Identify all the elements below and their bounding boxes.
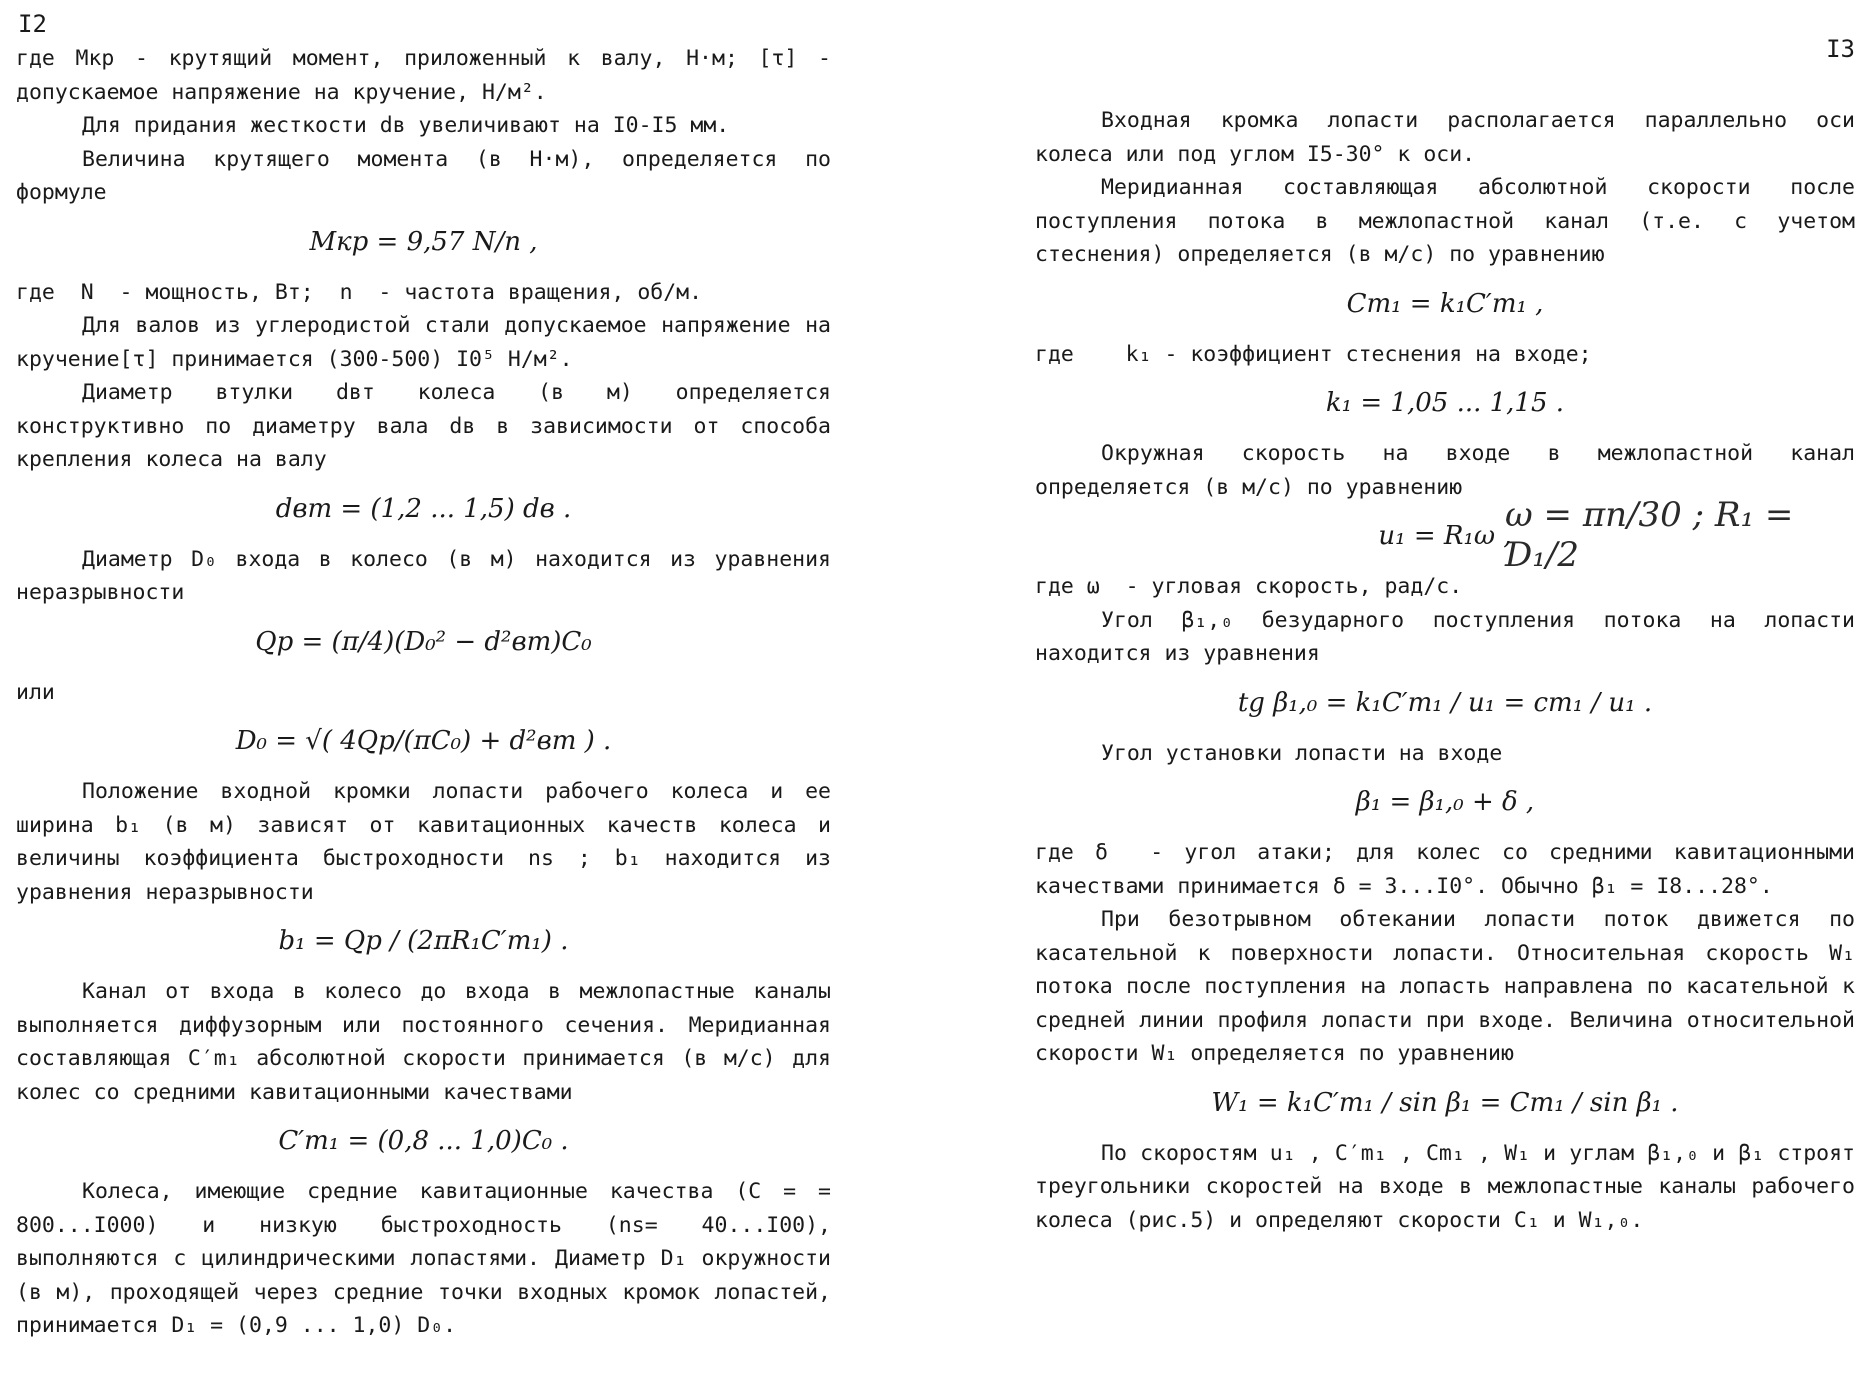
formula: C′m₁ = (0,8 ... 1,0)C₀ . — [278, 1126, 569, 1156]
paragraph: где δ - угол атаки; для колес со средними кавитационными качествами принимается δ = 3...I0°. Обычно β₁ = I8...28°. — [1035, 840, 1868, 899]
paragraph: Для придания жесткости dв увеличивают на I0-I5 мм. — [82, 113, 730, 138]
paragraph: Диаметр D₀ входа в колесо (в м) находится из уравнения неразрывности — [16, 546, 844, 605]
paragraph: При безотрывном обтекании лопасти поток движется по касательной к поверхности лопасти. Относительная скорость W₁ потока после поступления на лопасть направлена по касательной к средней линии профиля лопасти при входе. Величина относительной скорости W₁ определяется по уравнению — [1035, 907, 1868, 1066]
paragraph: Меридианная составляющая абсолютной скорости после поступления потока в межлопастной канал (т.е. с учетом стеснения) определяется (в м/с) по уравнению — [1035, 175, 1868, 267]
paragraph: где ω - угловая скорость, рад/с. — [1035, 574, 1463, 599]
paragraph: Окружная скорость на входе в межлопастной канал определяется (в м/с) по уравнению — [1035, 441, 1868, 500]
left-page — [0, 0, 850, 1381]
formula: Qp = (π/4)(D₀² − d²вт)C₀ — [255, 626, 592, 657]
paragraph: Угол β₁,₀ безударного поступления потока на лопасти находится из уравнения — [1035, 607, 1868, 666]
formula: u₁ = R₁ω , — [1378, 521, 1512, 551]
paragraph: Колеса, имеющие средние кавитационные качества (C = = 800...I000) и низкую быстроходность (ns= 40...I00), выполняются с цилиндрическими лопастями. Диаметр D₁ окружности (в м), проходящей через средние точки входных кромок лопастей, принимается D₁ = (0,9 ... 1,0) D₀. — [16, 1179, 844, 1338]
paragraph: где N - мощность, Вт; n - частота вращения, об/м. — [16, 279, 703, 305]
paragraph: Входная кромка лопасти располагается параллельно оси колеса или под углом I5-30° к оси. — [1035, 108, 1868, 167]
page-number: I2 — [18, 10, 47, 38]
page-number: I3 — [1826, 35, 1855, 63]
formula: dвт = (1,2 ... 1,5) dв . — [275, 493, 572, 524]
paragraph: Для валов из углеродистой стали допускаемое напряжение на кручение[τ] принимается (300-500) I0⁵ Н/м². — [16, 313, 844, 372]
left-text-column — [16, 42, 844, 1343]
right-text-column — [1035, 104, 1868, 1237]
formula: β₁ = β₁,₀ + δ , — [1355, 787, 1535, 817]
paragraph: Диаметр втулки dвт колеса (в м) определяется конструктивно по диаметру вала dв в зависимости от способа крепления колеса на валу — [16, 380, 844, 472]
right-page — [1035, 0, 1868, 1381]
formula: Cm₁ = k₁C′m₁ , — [1346, 288, 1544, 319]
paragraph: Канал от входа в колесо до входа в межлопастные каналы выполняется диффузорным или постоянного сечения. Меридианная составляющая C′m₁ абсолютной скорости принимается (в м/с) для колес со средними кавитационными качествами — [16, 979, 844, 1105]
paragraph: где Mкр - крутящий момент, приложенный к валу, Н·м; [τ] - допускаемое напряжение на кручение, Н/м². — [16, 46, 844, 105]
paragraph: Положение входной кромки лопасти рабочего колеса и ее ширина b₁ (в м) зависят от кавитационных качеств колеса и величины коэффициента быстроходности ns ; b₁ находится из уравнения неразрывности — [16, 779, 844, 905]
formula: W₁ = k₁C′m₁ / sin β₁ = Cm₁ / sin β₁ . — [1211, 1087, 1679, 1118]
paragraph: По скоростям u₁ , C′m₁ , Cm₁ , W₁ и углам β₁,₀ и β₁ строят треугольники скоростей на входе в межлопастные каналы рабочего колеса (рис.5) и определяют скорости C₁ и W₁,₀. — [1035, 1140, 1868, 1233]
formula: tg β₁,₀ = k₁C′m₁ / u₁ = cm₁ / u₁ . — [1237, 687, 1653, 718]
formula: b₁ = Qp / (2πR₁C′m₁) . — [278, 926, 569, 956]
paragraph: или — [16, 679, 55, 705]
handwritten-note: ω = πn/30 ; R₁ = D₁/2 — [1505, 495, 1794, 575]
formula: D₀ = √( 4Qp/(πC₀) + d²вт ) . — [235, 726, 612, 756]
formula: k₁ = 1,05 ... 1,15 . — [1325, 388, 1565, 418]
paragraph: Угол установки лопасти на входе — [1101, 740, 1503, 766]
paragraph: Величина крутящего момента (в Н·м), определяется по формуле — [16, 146, 844, 205]
formula: Mкр = 9,57 N/n , — [309, 226, 538, 257]
paragraph: где k₁ - коэффициент стеснения на входе; — [1035, 341, 1592, 367]
